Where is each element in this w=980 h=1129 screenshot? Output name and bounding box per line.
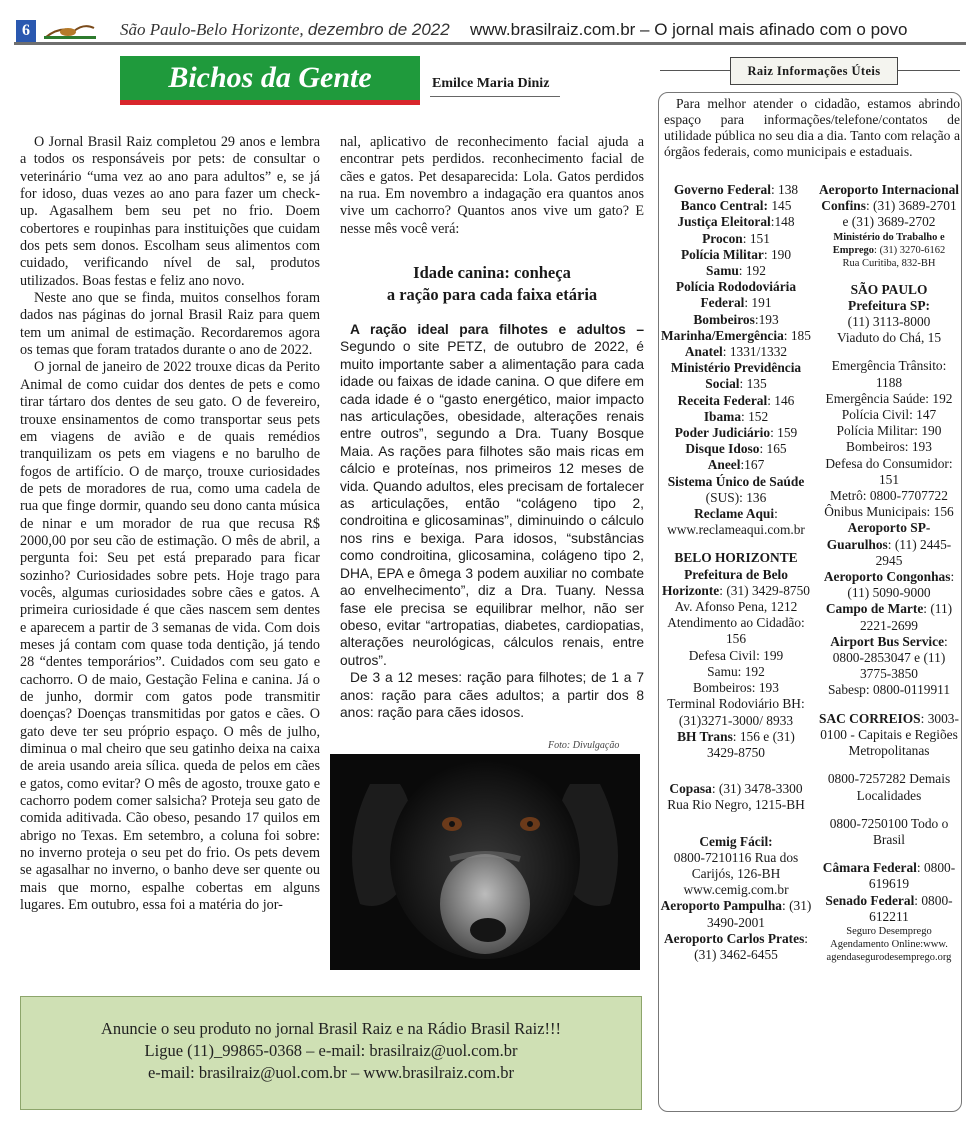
info-item: Receita Federal: 146 [677, 392, 795, 408]
info-link[interactable]: www.reclameaqui.com.br [667, 522, 805, 538]
info-item: Ibama: 152 [703, 408, 769, 424]
senior-dog-photo [330, 754, 640, 970]
info-item: Ônibus Municipais: 156 [824, 504, 954, 520]
ages-paragraph: De 3 a 12 meses: ração para filhotes; de 1 a 7 anos: ração para cães adultos; a partir dos 8 anos: ração para cães idosos. [340, 670, 644, 720]
sp-heading: SÃO PAULO [850, 281, 928, 297]
info-item: Samu: 192 [706, 263, 766, 279]
info-item: Viaduto do Chá, 15 [836, 330, 942, 346]
info-item: Prefeitura de Belo Horizonte: (31) 3429-8750 [661, 566, 810, 598]
info-item: Copasa: (31) 3478-3300 [669, 781, 803, 797]
article-column-2-body [340, 321, 644, 721]
header-rule [14, 42, 966, 45]
info-item: Airport Bus Service: 0800-2853047 e (11) 3775-3850 [830, 633, 948, 682]
lead-in: A ração ideal para filhotes e adultos – [350, 322, 644, 337]
info-item: Aeroporto Congonhas: (11) 5090-9000 [823, 569, 955, 601]
info-item: Bombeiros: 193 [846, 439, 932, 455]
ration-paragraph-text: Segundo o site PETZ, de outubro de 2022, é muito importante saber a alimentação para cada idade ou faixas de idade canina. O que difere em cada idade é o “gasto energético, maior impacto nas articulações, obesidade, alterações renais entre outros”, segundo a Dra. Tuany Bosque Maia. As rações para filhotes são mais ricas em cálcio e proteínas, nos primeiros 12 meses de vida. Quando adultos, eles precisam de fortalecer as articulações, então “colágeno tipo 2, condroitina e glicosaminas”, diminuindo o cálculo nos rins e bexiga. Para idosos, “substâncias como condroitina, glicosamina, colágeno tipo 2, DHA, EPA e ômega 3 podem auxiliar no combate ao envelhecimento”, diz a Dra. Tuany. Nessa fase ele precisa se equilibrar melhor, não ser obeso, evitar “artropatias, diabetes, cardiopatias, alterações neurológicas, cálculos renais, entre outros”. [340, 339, 644, 668]
info-item: Polícia Militar: 190 [836, 423, 942, 439]
author-rule [430, 96, 560, 97]
paragraph-3: O jornal de janeiro de 2022 trouxe dicas da Perito Animal de como cuidar dos dentes de pets e como tirar tártaro dos dentes de seu gato. O de fevereiro, trouxe ensinamentos de como transportar seus pets em viagens de avião e de quais remédios tranquilizam os pets em viagens e no barulho de fogos de artifício. O de março, trouxe curiosidades de pets de moradores de rua, como uma cadela de rua que finge dormir, quando seu dono canta música de ninar e um morador de rua que recusa R$ 2000,00 por seu cão de estimação. O mês de abril, a pergunta foi: Seu pet está preparado para ficar sozinho? Curiosidades sobre pets. Hoje trago para vocês, algumas curiosidades sobre cães e gatos. A primeira curiosidade é que cães nascem sem dentes e aparecem a partir de 3 semanas de vida. Com dois meses já contam com quase toda dentição, já tendo 28 “dentes temporários”. Cuidados com seu gato e cachorro. O de maio, Gestação Felina e canina. Já o de junho, dormir com gatos pode transmitir doenças? Doenças transmitidas por gatos e cães. O gato deve ter seu próprio espaço. O mês de julho, diminua o mal cheiro que seu gatinho deixa na caixa de areia usando areia sílica. queda de pelos em cães e gatos, como evitar? O mês de agosto, trouxe gato e cachorro podem comer salsicha? Proteja seu gato de comida aditivada. Cão obeso, pesando 17 quilos em abrigo no Texas. Em setembro, a coluna foi sobre: no inverno proteja o seu pet do frio. Os pets devem se agasalhar no inverno, o banho deve ser quente ou mais que morno, espalhe cobertas em alguns lugares. Em outubro, essa foi a matéria do jor- [20, 359, 320, 914]
info-item: Campo de Marte: (11) 2221-2699 [825, 601, 953, 633]
info-item: Senado Federal: 0800-612211 [825, 892, 953, 924]
section-banner-stripe [120, 100, 420, 105]
info-item: Samu: 192 [707, 663, 765, 679]
paragraph-1: O Jornal Brasil Raiz completou 29 anos e lembra a todos os responsáveis por pets: de consultar o veterinário “uma vez ao ano para adultos” e, se já for idoso, duas vezes ao ano para fazer um check-up. Agasalhem bem seu pet no frio. Doem cobertores e roupinhas para instituições que cuidam dos pets sem donos. Escolham seus alimentos com cuidado, verificando nível de sal, produtos utilizados. Boas festas e feliz ano novo. [20, 134, 320, 289]
info-item: Aeroporto Internacional Confins: (31) 3689-2701 e (31) 3689-2702 [819, 182, 959, 230]
info-item: BH Trans: 156 e (31) 3429-8750 [677, 728, 795, 760]
photo-credit: Foto: Divulgação [548, 740, 620, 751]
info-item: Emergência Saúde: 192 [825, 390, 953, 406]
dateline-date: dezembro de 2022 [307, 20, 450, 39]
article-column-1 [20, 134, 320, 914]
info-item: Disque Idoso: 165 [685, 441, 787, 457]
subheading-line-2: a ração para cada faixa etária [386, 285, 598, 304]
info-item: Banco Central: 145 [680, 198, 792, 214]
subheading-line-1: Idade canina: conheça [413, 263, 571, 282]
ad-line-3: e-mail: brasilraiz@uol.com.br – www.brasilraiz.com.br [147, 1063, 514, 1082]
info-item: Aneel:167 [707, 457, 765, 473]
page-header [0, 0, 980, 44]
info-item: SAC CORREIOS: 3003-0100 - Capitais e Regiões Metropolitanas [819, 710, 959, 759]
info-item: (11) 3113-8000 [847, 314, 931, 330]
info-item: Poder Judiciário: 159 [674, 425, 798, 441]
info-item: 0800-7210116 Rua dos Carijós, 126-BH www.cemig.com.br [673, 849, 799, 898]
ration-paragraph [340, 321, 644, 669]
info-item: Ministério do Trabalho e Emprego: (31) 3270-6162 [832, 231, 946, 256]
info-item: Metrô: 0800-7707722 [830, 488, 948, 504]
info-item: Rua Rio Negro, 1215-BH [667, 797, 805, 813]
info-item: Ministério Previdência Social: 135 [670, 360, 802, 392]
info-item: Cemig Fácil: [699, 833, 773, 849]
info-item: Polícia Rododoviária Federal: 191 [675, 279, 797, 311]
paragraph-2: Neste ano que se finda, muitos conselhos foram dados nas páginas do jornal Brasil Raiz para quem tem um animal de estimação. Recordaremos agora os temas que foram tratados durante o ano de 2022. [20, 290, 320, 359]
subheading [340, 262, 644, 306]
info-item: Reclame Aqui: [694, 506, 778, 522]
site-tagline[interactable]: www.brasilraiz.com.br – O jornal mais afinado com o povo [470, 20, 908, 39]
info-intro: Para melhor atender o cidadão, estamos abrindo espaço para informações/telefone/contatos de utilidade pública no seu dia a dia. Tanto com relação a órgãos federais, como municipais e estaduais. [664, 96, 960, 159]
info-left-column [660, 182, 812, 963]
info-item: 0800-7257282 Demais Localidades [827, 771, 951, 803]
info-item: Governo Federal: 138 [673, 182, 799, 197]
info-item: Av. Afonso Pena, 1212 [674, 599, 798, 615]
info-item: Bombeiros:193 [693, 311, 779, 327]
info-item: Emergência Trânsito: 1188 [831, 358, 947, 390]
info-title: Raiz Informações Úteis [747, 64, 881, 78]
info-item: Sistema Único de Saúde (SUS): 136 [667, 473, 805, 505]
info-item: Justiça Eleitoral:148 [677, 214, 795, 230]
ad-line-1: Anuncie o seu produto no jornal Brasil Raiz e na Rádio Brasil Raiz!!! [100, 1019, 562, 1038]
info-item: Prefeitura SP: [848, 297, 930, 313]
info-item: Terminal Rodoviário BH: (31)3271-3000/ 8933 [667, 696, 805, 728]
info-item: Anatel: 1331/1332 [684, 344, 788, 360]
info-item: Procon: 151 [702, 230, 770, 246]
info-item: Aeroporto SP-Guarulhos: (11) 2445-2945 [826, 520, 952, 568]
info-item: Defesa do Consumidor: 151 [825, 455, 953, 487]
info-item: 0800-7250100 Todo o Brasil [829, 815, 949, 847]
info-item: Marinha/Emergência: 185 [661, 327, 811, 343]
info-item: Sabesp: 0800-0119911 [827, 682, 951, 698]
ad-line-2: Ligue (11)_99865-0368 – e-mail: brasilraiz@uol.com.br [144, 1041, 518, 1060]
section-title: Bichos da Gente [168, 61, 372, 94]
paragraph-continued: nal, aplicativo de reconhecimento facial ajuda a encontrar pets perdidos. reconhecimento facial de cães e gatos. Pet desaparecida: Lola. Gatos perdidos na rua. Em novembro a indagação era quantos anos vive um cachorro? Quantos anos vive um gato? E nesse mês você verá: [340, 134, 644, 237]
page-number: 6 [16, 20, 36, 42]
dateline-city: São Paulo-Belo Horizonte, [120, 20, 304, 39]
bh-heading: BELO HORIZONTE [674, 550, 798, 566]
info-item: Bombeiros: 193 [693, 680, 779, 696]
info-item: Aeroporto Pampulha: (31) 3490-2001 [660, 898, 812, 930]
info-item: Rua Curitiba, 832-BH [842, 257, 936, 269]
article-column-2 [340, 134, 644, 238]
info-item: Atendimento ao Cidadão: 156 [667, 615, 805, 647]
info-item: Seguro Desemprego Agendamento Online:www. agendasegurodesemprego.org [826, 925, 952, 963]
advertisement-box[interactable] [20, 996, 642, 1110]
info-item: Aeroporto Carlos Prates: (31) 3462-6455 [663, 930, 809, 962]
author-name: Emilce Maria Diniz [432, 76, 550, 91]
brasil-raiz-logo [40, 20, 100, 42]
info-item: Polícia Militar: 190 [680, 246, 792, 262]
info-item: Defesa Civil: 199 [688, 647, 784, 663]
info-right-column [818, 182, 960, 964]
info-item: Polícia Civil: 147 [841, 407, 937, 423]
dateline [120, 20, 450, 40]
info-item: Câmara Federal: 0800-619619 [822, 860, 956, 892]
